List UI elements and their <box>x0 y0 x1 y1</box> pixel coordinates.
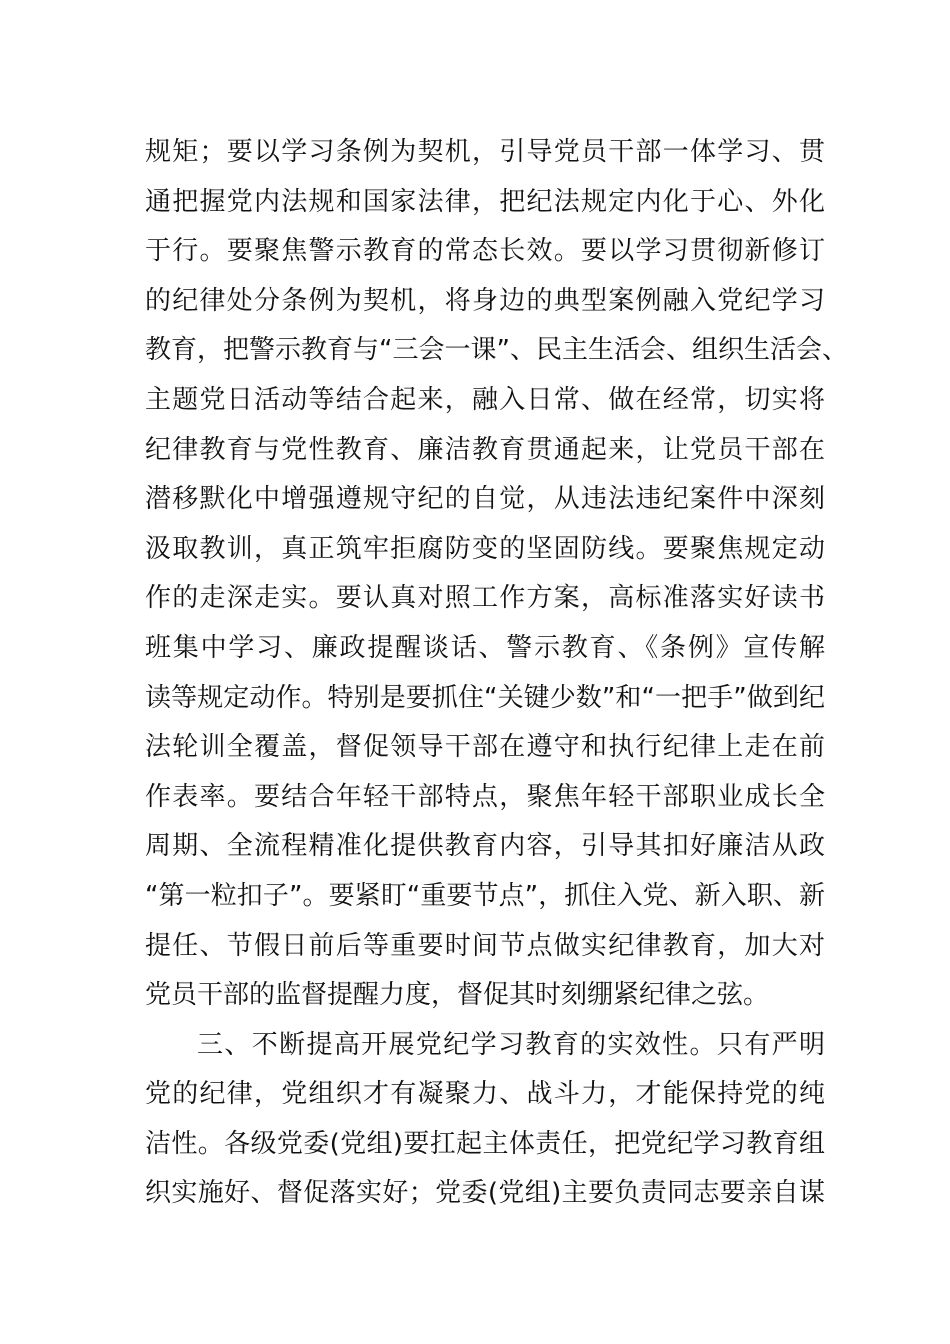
text-line: 洁性。各级党委(党组)要扛起主体责任，把党纪学习教育组 <box>145 1128 825 1159</box>
text-line: 教育，把警示教育与“三会一课”、民主生活会、组织生活会、 <box>145 335 848 366</box>
text-line: 于行。要聚焦警示教育的常态长效。要以学习贯彻新修订 <box>145 236 825 267</box>
text-line: 的纪律处分条例为契机，将身边的典型案例融入党纪学习 <box>145 285 825 316</box>
text-line: 读等规定动作。特别是要抓住“关键少数”和“一把手”做到纪 <box>145 682 825 713</box>
text-line: 主题党日活动等结合起来，融入日常、做在经常，切实将 <box>145 384 825 415</box>
text-line: 通把握党内法规和国家法律，把纪法规定内化于心、外化 <box>145 186 825 217</box>
text-line: 班集中学习、廉政提醒谈话、警示教育、《条例》宣传解 <box>145 632 825 663</box>
text-line: 周期、全流程精准化提供教育内容，引导其扣好廉洁从政 <box>145 831 825 862</box>
text-line: 党员干部的监督提醒力度，督促其时刻绷紧纪律之弦。 <box>145 980 770 1011</box>
text-line: 织实施好、督促落实好；党委(党组)主要负责同志要亲自谋 <box>145 1178 825 1209</box>
text-line: “第一粒扣子”。要紧盯“重要节点”，抓住入党、新入职、新 <box>145 880 825 911</box>
text-line: 法轮训全覆盖，督促领导干部在遵守和执行纪律上走在前 <box>145 732 825 763</box>
body-text <box>145 128 848 1219</box>
text-line: 规矩；要以学习条例为契机，引导党员干部一体学习、贯 <box>145 137 825 167</box>
text-line: 潜移默化中增强遵规守纪的自觉，从违法违纪案件中深刻 <box>145 484 825 515</box>
text-line: 作的走深走实。要认真对照工作方案，高标准落实好读书 <box>145 583 825 614</box>
text-line: 党的纪律，党组织才有凝聚力、战斗力，才能保持党的纯 <box>145 1079 825 1110</box>
text-line: 提任、节假日前后等重要时间节点做实纪律教育，加大对 <box>145 930 825 961</box>
text-line: 纪律教育与党性教育、廉洁教育贯通起来，让党员干部在 <box>145 434 825 465</box>
section-heading-line: 三、不断提高开展党纪学习教育的实效性。只有严明 <box>197 1029 825 1060</box>
text-line: 汲取教训，真正筑牢拒腐防变的坚固防线。要聚焦规定动 <box>145 533 825 564</box>
text-line: 作表率。要结合年轻干部特点，聚焦年轻干部职业成长全 <box>145 781 825 812</box>
